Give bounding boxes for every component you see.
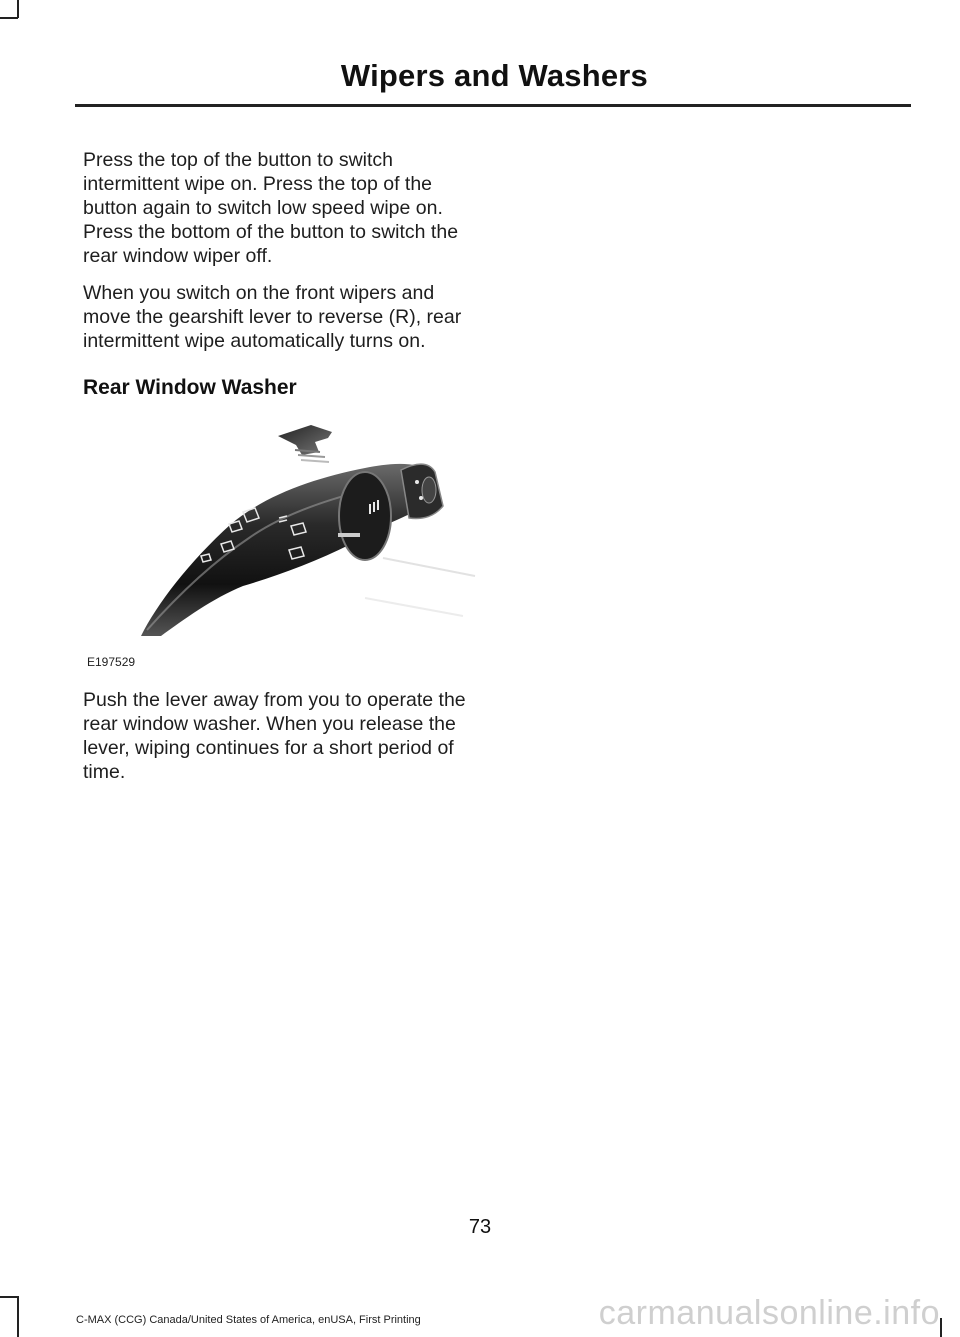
page-title: Wipers and Washers: [340, 58, 648, 93]
section-heading-rear-window-washer: Rear Window Washer: [83, 376, 297, 399]
paragraph-reverse-wipe: When you switch on the front wipers and move the gearshift lever to reverse (R), rear intermittent wipe automatically turns on.: [83, 282, 462, 352]
paragraph-rear-washer: Push the lever away from you to operate the rear window washer. When you release the lever, wiping continues for a short period of time.: [83, 689, 466, 783]
crop-mark: [17, 0, 19, 18]
body-column-top: [83, 148, 481, 400]
body-column-bottom: [83, 688, 481, 784]
page-number: 73: [468, 1216, 492, 1238]
header-divider: [75, 104, 911, 107]
watermark: carmanualsonline.info: [598, 1294, 940, 1332]
crop-mark: [0, 1296, 18, 1298]
wiper-lever-icon: [83, 398, 481, 673]
paragraph-intermittent-wipe: Press the top of the button to switch intermittent wipe on. Press the top of the button again to switch low speed wipe on. Press the bottom of the button to switch the rear window wiper off.: [83, 149, 459, 267]
figure-wiper-lever: [83, 398, 481, 673]
figure-label: E197529: [87, 655, 136, 669]
crop-mark: [17, 1296, 19, 1337]
footer-publication-info: C-MAX (CCG) Canada/United States of America, enUSA, First Printing: [76, 1314, 421, 1326]
crop-mark: [0, 17, 18, 19]
crop-mark: [940, 1318, 942, 1337]
